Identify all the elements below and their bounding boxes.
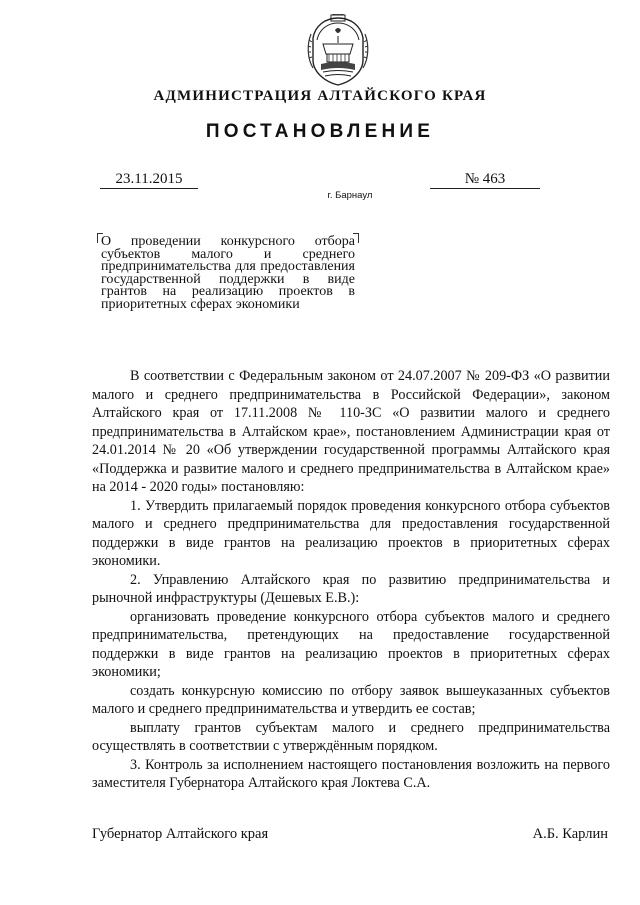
body-paragraph: 3. Контроль за исполнением настоящего постановления возложить на первого заместителя Губернатора Алтайского края Локтева С.А. — [92, 756, 610, 791]
body-paragraph: 2. Управлению Алтайского края по развитию предпринимательства и рыночной инфраструктуры (Дешевых Е.В.): — [92, 571, 610, 606]
organization-name: АДМИНИСТРАЦИЯ АЛТАЙСКОГО КРАЯ — [153, 88, 487, 104]
document-subject: О проведении конкурсного отбора субъектов малого и среднего предпринимательства для предоставления государственной поддержки в виде грантов на реализацию проектов в приоритетных сферах экономики — [101, 234, 355, 312]
body-paragraph: выплату грантов субъектам малого и среднего предпринимательства осуществлять в соответствии с утверждённым порядком. — [92, 719, 610, 754]
document-city: г. Барнаул — [327, 190, 373, 201]
signature-name: А.Б. Карлин — [532, 826, 608, 842]
body-paragraph: организовать проведение конкурсного отбора субъектов малого и среднего предпринимательства, претендующих на предоставление государственной поддержки в виде грантов на реализацию проектов в приоритетных сферах экономики; — [92, 608, 610, 680]
body-paragraph: 1. Утвердить прилагаемый порядок проведения конкурсного отбора субъектов малого и среднего предпринимательства для предоставления государственной поддержки в виде грантов на реализацию проектов в приоритетных сферах экономики. — [92, 497, 610, 569]
body-paragraph: создать конкурсную комиссию по отбору заявок вышеуказанных субъектов малого и среднего предпринимательства и утвердить ее состав; — [92, 682, 610, 717]
signature-title: Губернатор Алтайского края — [92, 826, 269, 842]
document-type: ПОСТАНОВЛЕНИЕ — [205, 121, 435, 142]
document-body — [92, 367, 610, 793]
document-number: № 463 — [430, 171, 540, 189]
body-paragraph: В соответствии с Федеральным законом от 24.07.2007 № 209-ФЗ «О развитии малого и среднего предпринимательства в Российской Федерации», законом Алтайского края от 17.11.2008 № 110-ЗС «О развитии малого и среднего предпринимательства в Алтайском крае», постановлением Администрации края от 24.01.2014 № 20 «Об утверждении государственной программы Алтайского края «Поддержка и развитие малого и среднего предпринимательства в Алтайском крае» на 2014 - 2020 годы» постановляю: — [92, 368, 610, 495]
document-date: 23.11.2015 — [100, 171, 198, 189]
coat-of-arms-icon — [303, 14, 373, 88]
